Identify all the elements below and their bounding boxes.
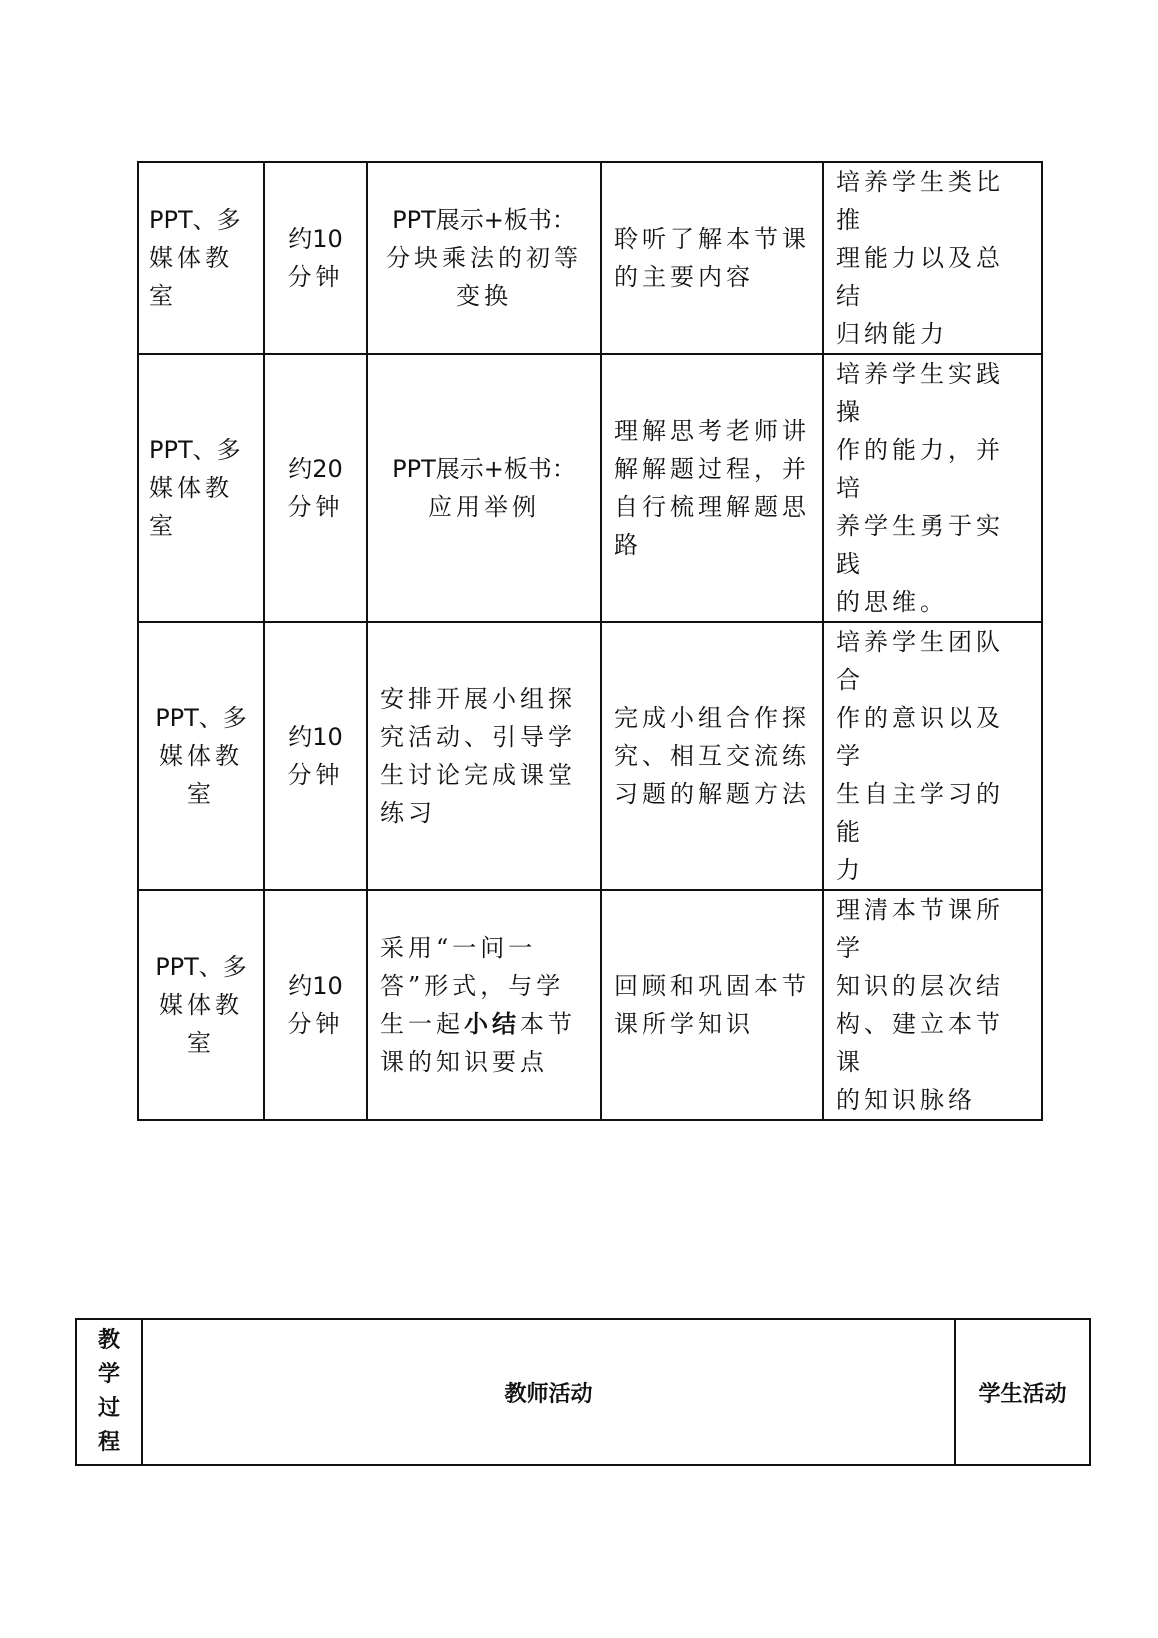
venue-line: 室 (187, 1029, 215, 1057)
teacher-line-mixed (380, 1005, 588, 1043)
goal-cell (823, 890, 1042, 1120)
venue-line: 媒体教 (149, 474, 233, 502)
goal-line: 归纳能力 (836, 320, 948, 348)
label-char: 过 (97, 1396, 120, 1421)
venue-line: 媒体教 (149, 244, 233, 272)
venue-cell (138, 890, 264, 1120)
teacher-line: 分块乘法的初等 (386, 244, 582, 272)
duration-value: 约10 (288, 972, 343, 1000)
table-row (138, 890, 1042, 1120)
table-row (76, 1319, 1090, 1465)
student-line: 理解思考老师讲 (614, 417, 810, 445)
student-line: 聆听了解本节课 (614, 225, 810, 253)
teacher-line: 究活动、引导学 (380, 723, 576, 751)
teacher-line: 采用“一问一 (380, 934, 537, 962)
student-line: 究、相互交流练 (614, 742, 810, 770)
student-line: 路 (614, 531, 642, 559)
duration-value: 约10 (288, 225, 343, 253)
student-line: 习题的解题方法 (614, 780, 810, 808)
venue-line: 媒体教 (159, 742, 243, 770)
student-activity-cell (601, 162, 823, 354)
table-row (138, 622, 1042, 890)
goal-line: 养学生勇于实践 (836, 512, 1004, 578)
goal-line: 构、建立本节课 (836, 1010, 1004, 1076)
duration-unit: 分钟 (287, 263, 344, 291)
goal-line: 作的能力，并培 (836, 436, 1004, 502)
teacher-line: 应用举例 (428, 493, 540, 521)
table-row (138, 162, 1042, 354)
teacher-text: 生一起 (380, 1010, 464, 1038)
student-activity-cell (601, 622, 823, 890)
venue-cell (138, 162, 264, 354)
student-activity-cell (601, 890, 823, 1120)
venue-line: 媒体教 (159, 991, 243, 1019)
duration-value: 约10 (288, 723, 343, 751)
teacher-activity-cell (367, 162, 601, 354)
label-char: 程 (97, 1430, 120, 1455)
duration-cell (264, 622, 367, 890)
goal-line: 理能力以及总结 (836, 244, 1004, 310)
venue-line: 室 (149, 512, 177, 540)
goal-line: 的思维。 (836, 588, 948, 616)
teacher-line: PPT展示+板书： (392, 455, 576, 483)
teacher-activity-cell (367, 622, 601, 890)
student-line: 回顾和巩固本节 (614, 972, 810, 1000)
duration-unit: 分钟 (287, 761, 344, 789)
teaching-process-label (76, 1319, 142, 1465)
student-line: 自行梳理解题思 (614, 493, 810, 521)
teaching-process-table (75, 1318, 1091, 1466)
duration-cell (264, 354, 367, 622)
student-line: 的主要内容 (614, 263, 754, 291)
goal-line: 培养学生实践操 (836, 360, 1004, 426)
teacher-activity-cell (367, 890, 601, 1120)
duration-cell (264, 890, 367, 1120)
venue-cell (138, 622, 264, 890)
label-char: 教 (97, 1328, 120, 1353)
goal-cell (823, 162, 1042, 354)
duration-unit: 分钟 (287, 493, 344, 521)
duration-cell (264, 162, 367, 354)
teacher-line: 变换 (456, 282, 512, 310)
student-activity-header: 学生活动 (955, 1319, 1090, 1465)
duration-unit: 分钟 (287, 1010, 344, 1038)
venue-line: PPT、多 (155, 704, 247, 732)
table-row (138, 354, 1042, 622)
goal-line: 培养学生类比推 (836, 168, 1004, 234)
goal-cell (823, 622, 1042, 890)
label-char: 学 (97, 1362, 120, 1387)
teacher-line: 生讨论完成课堂 (380, 761, 576, 789)
goal-line: 的知识脉络 (836, 1086, 976, 1114)
teacher-line: 课的知识要点 (380, 1048, 548, 1076)
goal-cell (823, 354, 1042, 622)
goal-line: 培养学生团队合 (836, 628, 1004, 694)
teacher-line: 答”形式，与学 (380, 972, 565, 1000)
goal-line: 力 (836, 856, 864, 884)
teacher-activity-header: 教师活动 (142, 1319, 955, 1465)
venue-line: 室 (187, 780, 215, 808)
student-activity-cell (601, 354, 823, 622)
teacher-emphasis: 小结 (464, 1009, 520, 1038)
goal-line: 生自主学习的能 (836, 780, 1004, 846)
venue-line: PPT、多 (149, 436, 241, 464)
venue-cell (138, 354, 264, 622)
goal-line: 作的意识以及学 (836, 704, 1004, 770)
teacher-line: PPT展示+板书： (392, 206, 576, 234)
student-line: 课所学知识 (614, 1010, 754, 1038)
goal-line: 知识的层次结 (836, 972, 1004, 1000)
teacher-text: 本节 (520, 1010, 576, 1038)
teacher-line: 练习 (380, 799, 436, 827)
venue-line: 室 (149, 282, 177, 310)
venue-line: PPT、多 (155, 953, 247, 981)
teacher-line: 安排开展小组探 (380, 685, 576, 713)
duration-value: 约20 (288, 455, 343, 483)
goal-line: 理清本节课所学 (836, 896, 1004, 962)
lesson-plan-table (137, 161, 1043, 1121)
teacher-activity-cell (367, 354, 601, 622)
student-line: 解解题过程，并 (614, 455, 810, 483)
venue-line: PPT、多 (149, 206, 241, 234)
student-line: 完成小组合作探 (614, 704, 810, 732)
